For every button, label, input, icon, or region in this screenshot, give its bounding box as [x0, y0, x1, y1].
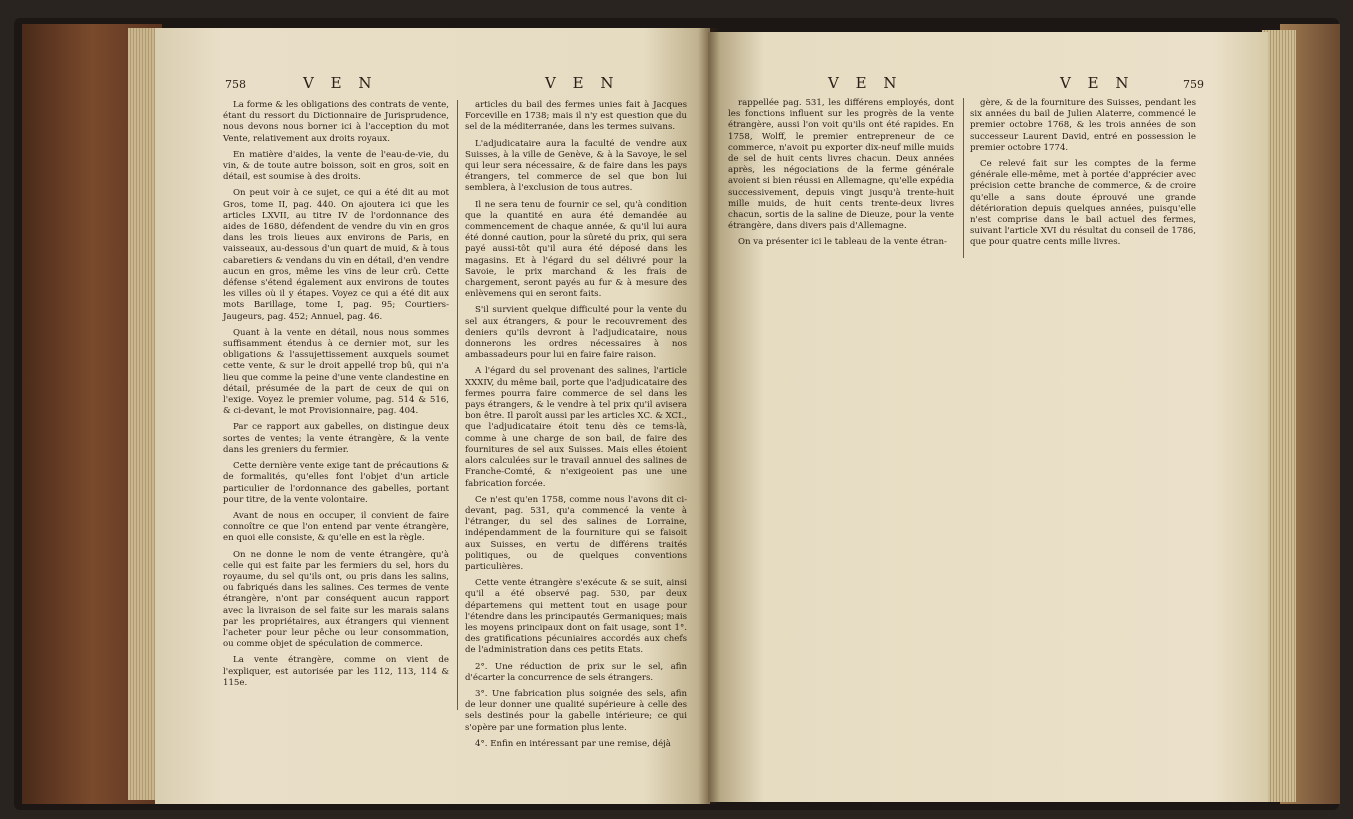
paragraph: Ce relevé fait sur les comptes de la ferme générale elle-même, met à portée d'apprécier avec précision cette branche de commerce, & de croire qu'elle a sans doute éprouvé une grande détérioration depuis quelques années, puisqu'elle n'est comprise dans le bail actuel des fermes, suivant l'article XVI du résultat du conseil de 1786, que pour quatre cents mille livres.	[970, 159, 1196, 248]
right-page-number: 759	[1183, 78, 1204, 91]
paragraph: En matière d'aides, la vente de l'eau-de-vie, du vin, & de toute autre boisson, soit en gros, soit en détail, est soumise à des droits.	[223, 149, 449, 183]
paragraph: Avant de nous en occuper, il convient de faire connoître ce que l'on entend par vente étrangère, en quoi elle consiste, & qu'elle en est la règle.	[223, 510, 449, 544]
left-page	[155, 28, 710, 804]
left-page-number: 758	[225, 78, 246, 91]
column-rule	[963, 98, 964, 258]
left-column-2	[465, 100, 687, 755]
left-running-head-1: V E N	[303, 74, 378, 92]
paragraph: On peut voir à ce sujet, ce qui a été dit au mot Gros, tome II, pag. 440. On ajoutera ici que les articles LXVII, au titre IV de l'ordonnance des aides de 1680, défendent de vendre du vin en gros dans les trois lieues aux environs de Paris, en vaisseaux, au-dessous d'un quart de muid, & à tous cabaretiers & vendans du vin en détail, d'en vendre aucun en gros, même les vins de leur crû. Cette défense s'étend également aux environs de toutes les villes où il y étapes. Voyez ce qui a été dit aux mots Barillage, tome I, pag. 95; Courtiers-Jaugeurs, pag. 452; Annuel, pag. 46.	[223, 188, 449, 322]
right-running-head-2: V E N	[1060, 74, 1135, 92]
paragraph: 3°. Une fabrication plus soignée des sels, afin de leur donner une qualité supérieure à celle des sels destinés pour la gabelle intérieure; ce qui s'opère par une formation plus lente.	[465, 688, 687, 733]
right-column-2	[970, 98, 1196, 254]
paragraph: Cette dernière vente exige tant de précautions & de formalités, qu'elles font l'objet d'un article particulier de l'ordonnance des gabelles, portant pour titre, de la vente volontaire.	[223, 461, 449, 505]
paragraph: Par ce rapport aux gabelles, on distingue deux sortes de ventes; la vente étrangère, & la vente dans les greniers du fermier.	[223, 422, 449, 455]
left-column-1	[223, 100, 449, 694]
paragraph: La forme & les obligations des contrats de vente, étant du ressort du Dictionnaire de Jurisprudence, nous devons nous borner ici à l'acception du mot Vente, relativement aux droits royaux.	[223, 100, 449, 144]
paragraph: rappellée pag. 531, les différens employés, dont les fonctions influent sur les progrès de la vente étrangère, aussi l'on voit qu'ils ont été rapides. En 1758, Wolff, le premier entrepreneur de ce commerce, n'avoit pu exporter dix-neuf mille muids de sel de huit cents livres chacun. Deux années après, les négociations de la ferme générale avoient si bien réussi en Allemagne, qu'elle expédia successivement, depuis vingt jusqu'à trente-huit mille muids, de huit cents trente-deux livres chacun, sortis de la saline de Dieuze, pour la vente étrangère, dans divers pais d'Allemagne.	[728, 98, 954, 232]
book-gutter	[698, 28, 720, 804]
paragraph: On va présenter ici le tableau de la vente étran-	[738, 237, 947, 248]
column-rule	[457, 100, 458, 710]
paragraph: S'il survient quelque difficulté pour la vente du sel aux étrangers, & pour le recouvrement des deniers qu'ils devront à l'adjudicataire, nous donnerons les ordres nécessaires à nos ambassadeurs pour lui en faire faire raison.	[465, 305, 687, 361]
paragraph: A l'égard du sel provenant des salines, l'article XXXIV, du même bail, porte que l'adjudicataire des fermes pourra faire commerce de sel dans les pays étrangers, & le vendre à tel prix qu'il avisera bon être. Il paroît aussi par les articles XC. & XCI., que l'adjudicataire étoit tenu dès ce tems-là, comme à une charge de son bail, de faire des fournitures de sel aux Suisses. Mais elles étoient alors calculées sur le travail annuel des salines de Franche-Comté, & n'exigeoient pas une une fabrication forcée.	[465, 366, 687, 489]
right-page	[708, 32, 1268, 802]
paragraph: L'adjudicataire aura la faculté de vendre aux Suisses, à la ville de Genève, & à la Savoye, le sel qui leur sera nécessaire, & de faire dans les pays étrangers, tel commerce de sel que bon lui semblera, à l'exclusion de tous autres.	[465, 138, 687, 194]
paragraph: Quant à la vente en détail, nous nous sommes suffisamment étendus à ce dernier mot, sur les obligations & l'assujettissement auxquels soumet cette vente, & sur le droit appellé trop bû, qui n'a lieu que comme la peine d'une vente clandestine en détail, présumée de la part de ceux de qui on l'exige. Voyez le premier volume, pag. 514 & 516, & ci-devant, le mot Provisionnaire, pag. 404.	[223, 327, 449, 417]
paragraph: La vente étrangère, comme on vient de l'expliquer, est autorisée par les 112, 113, 114 & 115e.	[223, 655, 449, 688]
right-running-head-1: V E N	[828, 74, 903, 92]
right-column-1	[728, 98, 954, 254]
left-running-head-2: V E N	[545, 74, 620, 92]
paragraph: Ce n'est qu'en 1758, comme nous l'avons dit ci-devant, pag. 531, qu'a commencé la vente à l'étranger, du sel des salines de Lorraine, indépendamment de la fourniture qui se faisoit aux Suisses, en vertu de différens traités politiques, ou de quelques conventions particulières.	[465, 494, 687, 572]
paragraph: Il ne sera tenu de fournir ce sel, qu'à condition que la quantité en aura été demandée au commencement de chaque année, & qu'il lui aura été donné caution, pour la sûreté du prix, qui sera payé aussi-tôt qu'il aura été déposé dans les magasins. Et à l'égard du sel délivré pour la Savoie, le prix marchand & les frais de chargement, seront payés au fur & à mesure des enlèvemens qui en seront faits.	[465, 199, 687, 300]
paragraph: 4°. Enfin en intéressant par une remise, déjà	[475, 738, 671, 749]
paragraph: Cette vente étrangère s'exécute & se suit, ainsi qu'il a été observé pag. 530, par deux départemens qui mettent tout en usage pour l'étendre dans les principautés Germaniques; mais les moyens principaux dont on fait usage, sont 1°. des gratifications pécuniaires accordés aux chefs de l'administration dans ces petits Etats.	[465, 578, 687, 656]
paragraph: 2°. Une réduction de prix sur le sel, afin d'écarter la concurrence de sels étrangers.	[465, 661, 687, 683]
paragraph: gère, & de la fourniture des Suisses, pendant les six années du bail de Julien Alaterre, commencé le premier octobre 1768, & les trois années de son successeur Laurent David, entré en possession le premier octobre 1774.	[970, 98, 1196, 153]
paragraph: articles du bail des fermes unies fait à Jacques Forceville en 1738; mais il n'y est question que du sel de la méditerranée, dans les termes suivans.	[465, 100, 687, 133]
paragraph: On ne donne le nom de vente étrangère, qu'à celle qui est faite par les fermiers du sel, hors du royaume, du sel qu'ils ont, ou pris dans les salins, ou fabriqués dans les salines. Ces termes de vente étrangère, n'ont par conséquent aucun rapport avec la livraison de sel faite sur les marais salans par les propriétaires, aux étrangers qui viennent l'acheter pour leur pêche ou leur consommation, ou comme objet de spéculation de commerce.	[223, 549, 449, 650]
